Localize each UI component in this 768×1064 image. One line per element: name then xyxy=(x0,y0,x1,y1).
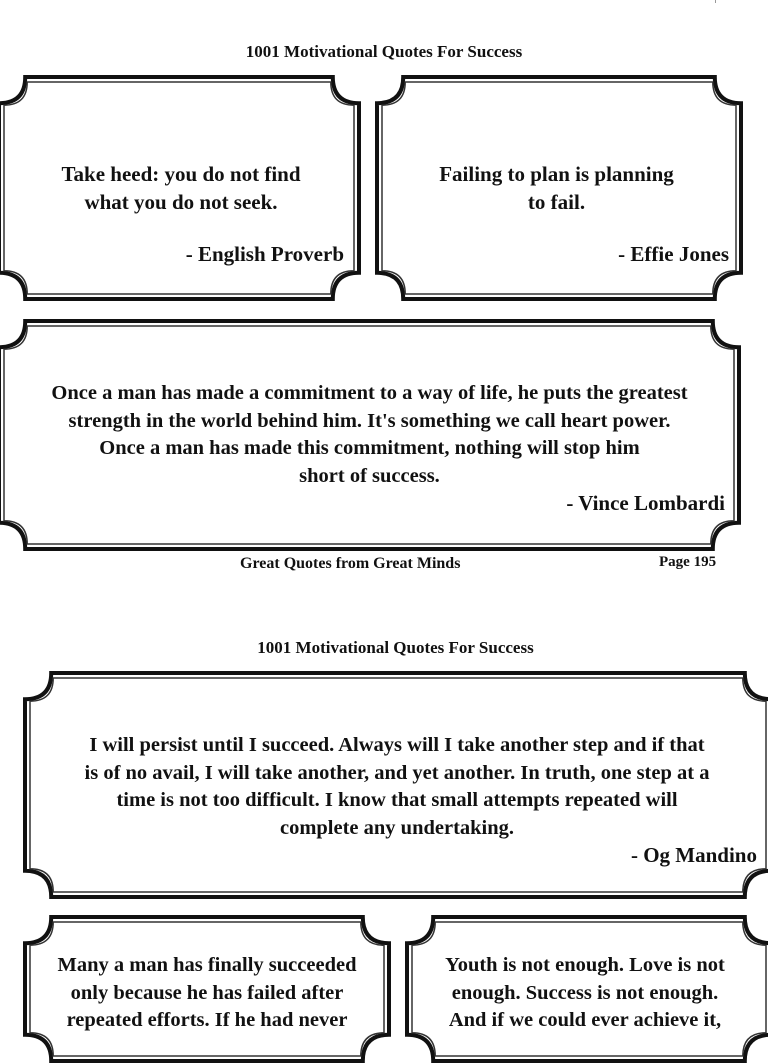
quote-line: complete any undertaking. xyxy=(279,816,515,839)
footer-title: Great Quotes from Great Minds xyxy=(240,555,461,572)
card-quote xyxy=(36,732,758,842)
card-quote xyxy=(16,160,346,216)
quote-line: Take heed: you do not find xyxy=(61,162,301,186)
quote-line: Youth is not enough. Love is not xyxy=(445,954,725,976)
card-quote xyxy=(6,380,733,490)
quote-card-youth-is-not-enough xyxy=(404,914,768,1064)
quote-line: enough. Success is not enough. xyxy=(451,981,719,1004)
quote-card-english-proverb xyxy=(0,74,362,302)
quote-line: And if we could ever achieve it, xyxy=(448,1009,722,1031)
card-author: - Vince Lombardi xyxy=(566,491,725,515)
quote-line: Once a man has made a commitment to a way of life, he puts the greatest xyxy=(51,382,688,404)
quote-card-effie-jones xyxy=(374,74,744,302)
card-author: - English Proverb xyxy=(185,242,344,266)
card-quote xyxy=(32,952,382,1035)
quote-line: short of success. xyxy=(299,464,440,487)
quote-line: only because he has failed after xyxy=(70,981,344,1004)
quote-line: to fail. xyxy=(527,190,586,214)
page-number: Page 195 xyxy=(659,554,717,570)
page-header: 1001 Motivational Quotes For Success xyxy=(245,42,523,61)
quote-card-og-mandino xyxy=(22,670,768,900)
card-author: - Og Mandino xyxy=(630,843,757,867)
quote-card-many-a-man xyxy=(22,914,392,1064)
page-header: 1001 Motivational Quotes For Success xyxy=(257,638,534,657)
card-quote xyxy=(410,952,760,1035)
quote-line: Once a man has made this commitment, nothing will stop him xyxy=(99,437,640,459)
quote-line: I will persist until I succeed. Always will I take another step and if that xyxy=(89,734,705,756)
quote-line: strength in the world behind him. It's something we call heart power. xyxy=(68,409,671,432)
quote-line: time is not too difficult. I know that small attempts repeated will xyxy=(116,789,678,811)
quote-line: is of no avail, I will take another, and yet another. In truth, one step at a xyxy=(84,761,710,784)
quote-line: what you do not seek. xyxy=(84,190,278,214)
scan-mark xyxy=(715,0,716,3)
card-quote xyxy=(384,160,729,216)
quote-card-vince-lombardi xyxy=(0,318,742,552)
quote-line: Many a man has finally succeeded xyxy=(57,954,357,976)
quote-line: Failing to plan is planning xyxy=(439,162,674,186)
card-author: - Effie Jones xyxy=(618,242,729,266)
quote-line: repeated efforts. If he had never xyxy=(66,1009,348,1031)
